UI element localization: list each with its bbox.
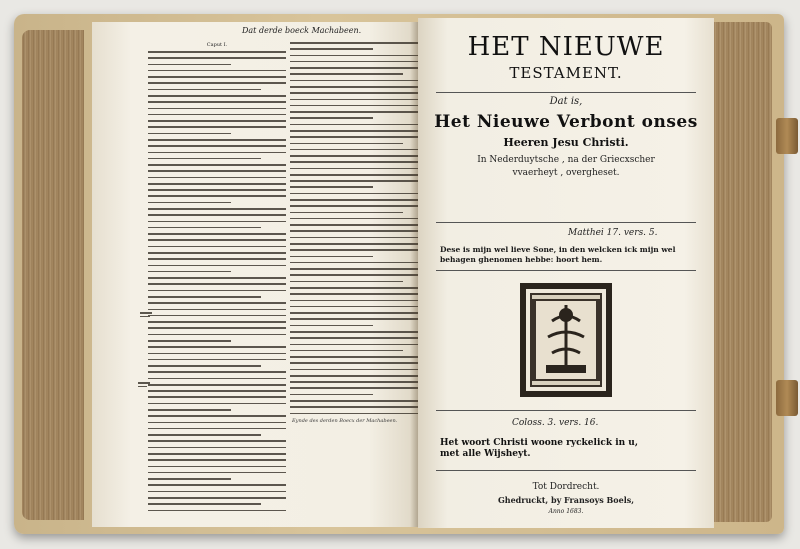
text-line [148,484,286,486]
text-line [290,256,373,258]
translation-line: In Nederduytsche , na der Griecxscher [477,155,655,165]
text-line [148,170,286,172]
translation-line: vvaerheyt , overgheset. [512,168,620,178]
text-line [148,434,261,436]
divider [436,222,696,223]
text-line [148,327,286,329]
scripture-verse: Dese is mijn wel lieve Sone, in den welcken ick mijn wel behagen ghenomen hebbe: hoort hem. [440,245,676,264]
imprint-year: Anno 1683. [548,508,584,515]
text-line [148,227,261,229]
text-line [148,415,286,417]
text-line [148,390,286,392]
text-line [290,281,403,283]
text-line [148,315,286,317]
scripture-reference: Matthei 17. vers. 5. [568,228,658,238]
text-line [148,290,286,292]
text-line [148,403,286,405]
text-line [290,143,403,145]
text-line [290,350,403,352]
text-line [148,189,286,191]
text-line [290,312,418,314]
text-line [148,346,286,348]
chapter-heading: Caput I. [206,42,228,48]
text-line [148,152,286,154]
text-line [148,340,231,342]
left-page [92,22,418,527]
text-line [148,277,286,279]
text-line [148,82,286,84]
text-line [290,362,418,364]
text-line [290,400,418,402]
text-line [290,344,418,346]
text-line [290,149,418,151]
text-line [148,51,286,53]
text-line [290,293,418,295]
text-line [290,86,418,88]
text-line [290,155,418,157]
text-line [148,491,286,493]
text-line [148,271,231,273]
text-line [290,105,418,107]
scripture-reference: Coloss. 3. vers. 16. [512,418,599,428]
text-line [148,265,286,267]
text-line [148,321,286,323]
scripture-verse [440,438,694,460]
text-line [290,136,418,138]
text-line [290,80,418,82]
text-line [148,384,286,386]
column-lines [148,51,286,511]
left-page-edges [22,30,84,520]
text-line [290,205,418,207]
text-line [148,89,261,91]
text-line [148,334,286,336]
text-line [148,120,286,122]
gothic-subtitle: Heeren Jesu Christi. [503,136,629,149]
divider [436,92,696,93]
text-line [148,195,286,197]
text-line [290,67,418,69]
text-line [290,230,418,232]
printer-emblem-woodcut [518,281,614,399]
text-line [290,111,418,113]
text-line [290,262,418,264]
text-line [290,48,373,50]
imprint-printer: Ghedruckt, by Fransoys Boels, [497,495,635,505]
text-line [290,369,418,371]
text-line [148,371,286,373]
text-column-left [148,42,286,512]
text-line [148,472,286,474]
text-line [148,108,286,110]
text-line [148,76,286,78]
text-line [148,359,286,361]
text-line [148,246,286,248]
translation-note [418,154,714,180]
text-line [148,114,286,116]
text-line [290,55,418,57]
text-line [148,258,286,260]
text-line [148,510,286,512]
text-line [148,503,261,505]
margin-note [140,312,154,326]
text-line [290,381,418,383]
gothic-title: Het Nieuwe Verbont onses [434,112,698,132]
text-line [290,61,418,63]
clasp-lower [776,380,798,416]
text-line [148,478,231,480]
text-line [290,325,373,327]
text-line [148,453,286,455]
text-line [290,237,418,239]
text-line [290,337,418,339]
column-lines [290,42,418,414]
text-line [148,145,286,147]
title-page [418,18,714,528]
text-line [148,202,231,204]
text-line [148,133,231,135]
text-line [148,409,231,411]
divider [436,410,696,411]
text-line [148,302,286,304]
text-line [290,186,373,188]
text-line [290,287,418,289]
text-line [148,239,286,241]
text-line [148,283,286,285]
text-line [290,180,418,182]
text-line [148,428,286,430]
text-line [290,130,418,132]
text-line [148,101,286,103]
running-head: Dat derde boeck Machabeen. [242,26,362,35]
text-line [148,164,286,166]
text-line [290,356,418,358]
text-line [148,177,286,179]
page-title-line2: TESTAMENT. [509,64,623,82]
text-line [290,387,418,389]
text-line [148,309,286,311]
text-line [290,199,418,201]
text-line [290,73,403,75]
text-line [148,139,286,141]
text-line [290,161,418,163]
divider [436,270,696,271]
text-line [290,331,418,333]
margin-note [138,382,152,396]
text-line [148,459,286,461]
text-line [148,95,286,97]
text-line [148,183,286,185]
text-line [290,406,418,408]
text-line [148,378,286,380]
text-line [290,274,418,276]
clasp-upper [776,118,798,154]
text-line [148,233,286,235]
text-line [290,243,418,245]
text-line [148,466,286,468]
text-line [290,124,418,126]
text-line [290,224,418,226]
text-line [148,440,286,442]
text-line [148,497,286,499]
dat-is-text: Dat is, [549,96,583,107]
text-line [148,365,261,367]
text-line [290,193,418,195]
page-title: HET NIEUWE [467,32,665,62]
text-line [290,174,418,176]
text-line [148,252,286,254]
verse-line: met alle Wijsheyt. [440,449,531,459]
text-line [148,296,261,298]
imprint-city: Tot Dordrecht. [532,482,600,492]
text-line [290,218,418,220]
text-line [290,117,373,119]
text-line [290,394,373,396]
text-line [148,57,286,59]
text-line [290,99,418,101]
text-line [290,318,418,320]
text-line [148,396,286,398]
text-line [290,306,418,308]
text-line [148,221,286,223]
text-line [148,422,286,424]
text-line [290,212,403,214]
text-line [148,208,286,210]
text-line [148,353,286,355]
text-line [290,249,418,251]
text-line [290,92,418,94]
text-column-right [290,42,418,512]
text-line [290,413,418,415]
text-line [148,64,231,66]
text-line [290,168,418,170]
text-line [148,158,261,160]
text-line [148,126,286,128]
text-line [290,300,418,302]
text-line [148,214,286,216]
text-line [290,268,418,270]
divider [436,470,696,471]
text-line [148,447,286,449]
text-line [290,42,418,44]
text-line [148,70,286,72]
brass-clasp [776,118,798,418]
verse-line: Het woort Christi woone ryckelick in u, [440,438,638,448]
right-page-edges [712,22,772,522]
end-note: Eynde des derden Boecx der Machabeen. [292,418,398,424]
text-line [290,375,418,377]
